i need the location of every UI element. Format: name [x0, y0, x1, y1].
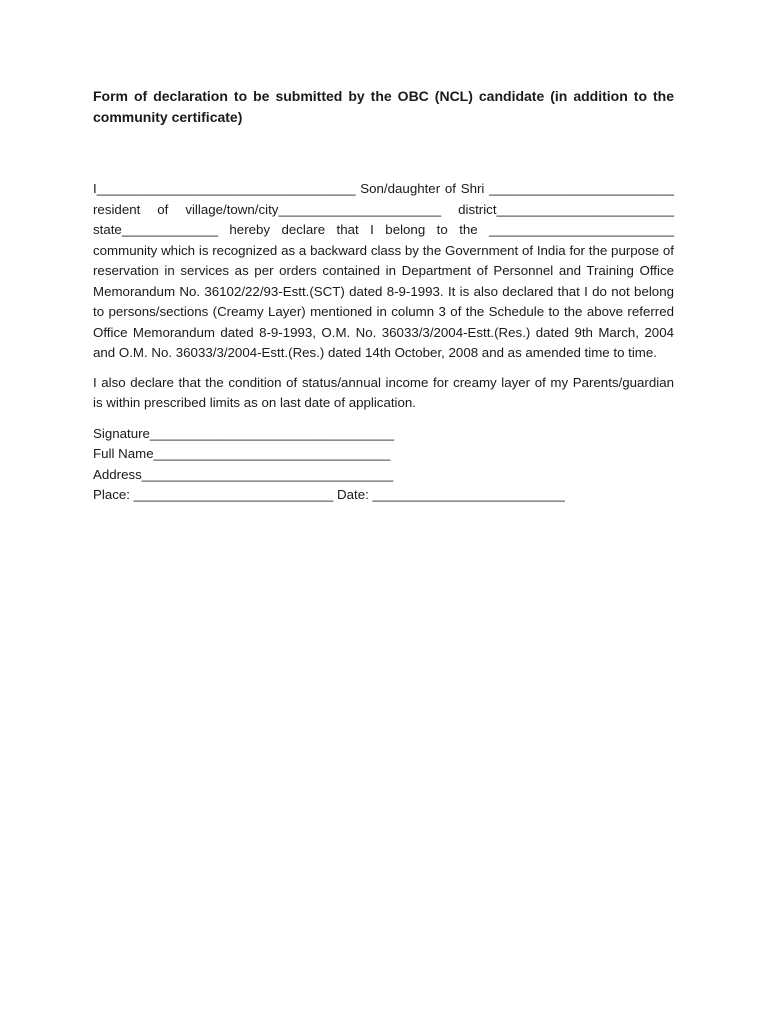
signature-field: Signature_________________________________ — [93, 425, 394, 441]
address-field: Address__________________________________ — [93, 466, 394, 482]
full-name-field: Full Name________________________________ — [93, 446, 391, 461]
place-date-field: Place: ___________________________ Date: __________________________ — [93, 487, 565, 502]
form-title: Form of declaration to be submitted by the OBC (NCL) candidate (in addition to the community certificate) — [93, 88, 674, 125]
income-declaration-paragraph: I also declare that the condition of status/annual income for creamy layer of my Parents/guardian is within prescribed limits as on last date of application. — [93, 374, 674, 410]
document-body — [93, 86, 674, 506]
signature-block — [93, 424, 674, 506]
declaration-paragraph: I___________________________________ Son/daughter of Shri _________________________ resident of village/town/city______________________ district________________________ state_____________ hereby declare that I belong to the _________________________ community which is recognized as a backward class by the Government of India for the purpose of reservation in services as per orders contained in Department of Personnel and Training Office Memorandum No. 36102/22/93-Estt.(SCT) dated 8-9-1993. It is also declared that I do not belong to persons/sections (Creamy Layer) mentioned in column 3 of the Schedule to the above referred Office Memorandum dated 8-9-1993, O.M. No. 36033/3/2004-Estt.(Res.) dated 9th March, 2004 and O.M. No. 36033/3/2004-Estt.(Res.) dated 14th October, 2008 and as amended time to time. — [93, 181, 674, 360]
